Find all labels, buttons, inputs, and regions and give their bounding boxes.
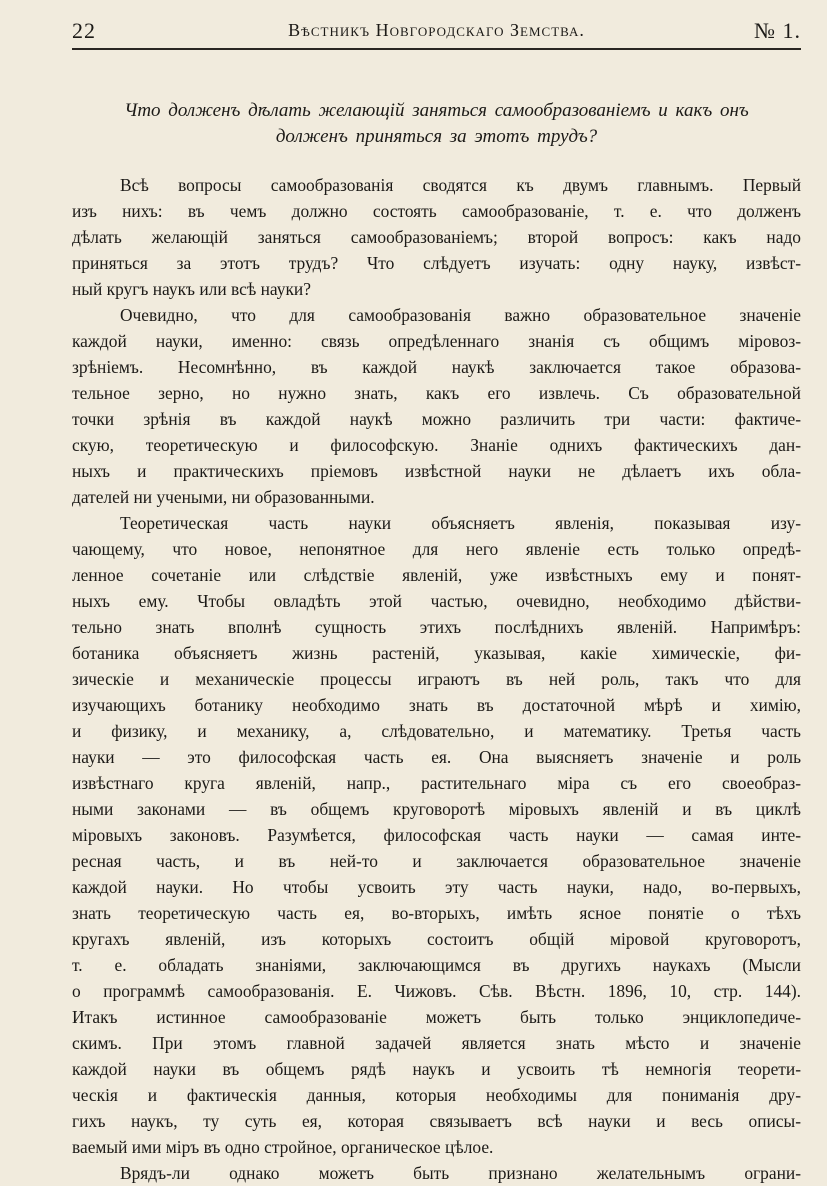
article-body [72, 172, 801, 1186]
text-line: каждой науки. Но чтобы усвоить эту часть науки, надо, во-первыхъ, [72, 877, 801, 897]
text-line: ленное сочетаніе или слѣдствіе явленій, уже извѣстныхъ ему и понят- [72, 565, 801, 585]
text-line: чающему, что новое, непонятное для него явленіе есть только опредѣ- [72, 539, 801, 559]
text-line: Врядъ-ли однако можетъ быть признано желательнымъ ограни- [120, 1163, 801, 1183]
text-line: знать теоретическую часть ея, во-вторыхъ, имѣть ясное понятіе о тѣхъ [72, 903, 801, 923]
text-line: о программѣ самообразованія. Е. Чижовъ. Сѣв. Вѣстн. 1896, 10, стр. 144). [72, 981, 801, 1001]
header-rule [72, 48, 801, 50]
text-line: міровыхъ законовъ. Разумѣется, философская часть науки — самая инте- [72, 825, 801, 845]
text-line: зическіе и механическіе процессы играютъ въ ней роль, такъ что для [72, 669, 801, 689]
text-line: скую, теоретическую и философскую. Знаніе однихъ фактическихъ дан- [72, 435, 801, 455]
text-line: Очевидно, что для самообразованія важно образовательное значеніе [120, 305, 801, 325]
text-line: т. е. обладать знаніями, заключающимся въ другихъ наукахъ (Мысли [72, 955, 801, 975]
text-line: ваемый ими міръ въ одно стройное, органическое цѣлое. [72, 1137, 494, 1157]
text-line: Итакъ истинное самообразованіе можетъ быть только энциклопедиче- [72, 1007, 801, 1027]
text-line: точки зрѣнія въ каждой наукѣ можно различить три части: фактиче- [72, 409, 801, 429]
text-line: ныхъ ему. Чтобы овладѣть этой частью, очевидно, необходимо дѣйстви- [72, 591, 801, 611]
text-line: извѣстнаго круга явленій, напр., растительнаго міра съ его своеобраз- [72, 773, 801, 793]
heading-line: долженъ приняться за этотъ трудъ? [275, 126, 598, 147]
text-line: дателей ни учеными, ни образованными. [72, 487, 375, 507]
text-line: науки — это философская часть ея. Она выясняетъ значеніе и роль [72, 747, 801, 767]
text-line: каждой науки, именно: связь опредѣленнаго знанія съ общимъ міровоз- [72, 331, 801, 351]
text-line: Всѣ вопросы самообразованія сводятся къ двумъ главнымъ. Первый [120, 175, 801, 195]
text-line: ныхъ и практическихъ пріемовъ извѣстной науки не дѣлаетъ ихъ обла- [72, 461, 801, 481]
text-line: скимъ. При этомъ главной задачей является знать мѣсто и значеніе [72, 1033, 801, 1053]
text-line: зрѣніемъ. Несомнѣнно, въ каждой наукѣ заключается такое образова- [72, 357, 801, 377]
issue-number: № 1. [754, 18, 801, 43]
text-line: ный кругъ наукъ или всѣ науки? [72, 279, 311, 299]
text-line: гихъ наукъ, ту суть ея, которая связываетъ всѣ науки и весь описы- [72, 1111, 801, 1131]
article-heading [72, 98, 801, 150]
journal-title: Вѣстникъ Новгородскаго Земства. [288, 20, 585, 40]
text-line: ботаника объясняетъ жизнь растеній, указывая, какіе химическіе, фи- [72, 643, 801, 663]
text-line: ресная часть, и въ ней-то и заключается образовательное значеніе [72, 851, 801, 871]
text-line: приняться за этотъ трудъ? Что слѣдуетъ изучать: одну науку, извѣст- [72, 253, 801, 273]
text-line: Теоретическая часть науки объясняетъ явленія, показывая изу- [120, 513, 801, 533]
text-line: тельно знать вполнѣ сущность этихъ послѣднихъ явленій. Напримѣръ: [72, 617, 801, 637]
text-line: тельное зерно, но нужно знать, какъ его извлечь. Съ образовательной [72, 383, 801, 403]
text-line: и физику, и механику, а, слѣдовательно, и математику. Третья часть [72, 721, 801, 741]
text-line: ными законами — въ общемъ круговоротѣ міровыхъ явленій и въ циклѣ [72, 799, 801, 819]
text-line: кругахъ явленій, изъ которыхъ состоитъ общій міровой круговоротъ, [72, 929, 801, 949]
running-header [72, 18, 801, 52]
text-line: изучающихъ ботанику необходимо знать въ достаточной мѣрѣ и химію, [72, 695, 801, 715]
text-line: ческія и фактическія данныя, которыя необходимы для пониманія дру- [72, 1085, 801, 1105]
heading-line: Что долженъ дѣлать желающій заняться самообразованіемъ и какъ онъ [124, 100, 749, 121]
page-number: 22 [72, 18, 96, 43]
text-line: дѣлать желающій заняться самообразованіемъ; второй вопросъ: какъ надо [72, 227, 801, 247]
text-line: каждой науки въ общемъ рядѣ наукъ и усвоить тѣ немногія теорети- [72, 1059, 801, 1079]
text-line: изъ нихъ: въ чемъ должно состоять самообразованіе, т. е. что долженъ [72, 201, 801, 221]
